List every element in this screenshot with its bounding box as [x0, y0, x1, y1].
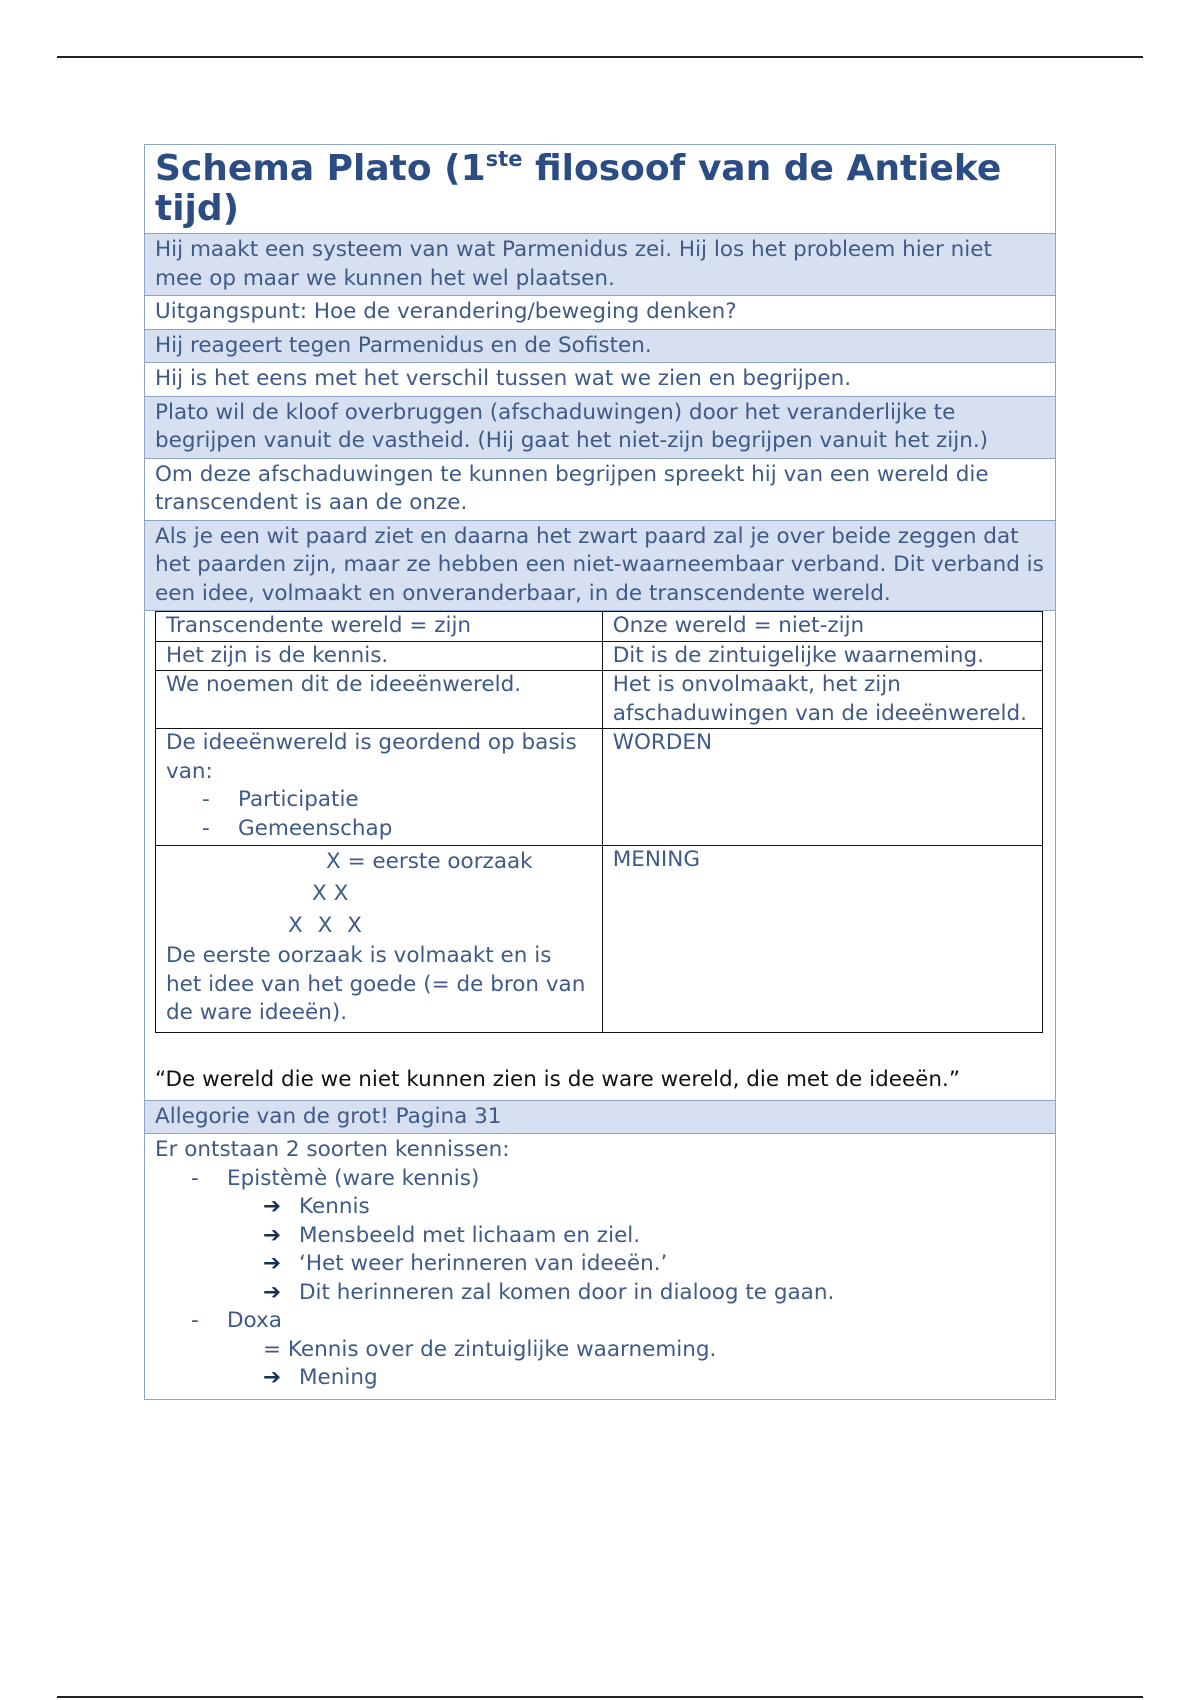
table-cell — [156, 729, 603, 846]
table-cell: Het is onvolmaakt, het zijn afschaduwingen van de ideeënwereld. — [602, 671, 1042, 729]
table-cell — [156, 846, 603, 1033]
table-cell: Het zijn is de kennis. — [156, 641, 603, 671]
ordening-text: De ideeënwereld is geordend op basis van: — [166, 730, 577, 784]
table-cell: MENING — [602, 846, 1042, 1033]
table-cell: We noemen dit de ideeënwereld. — [156, 671, 603, 729]
table-cell: Dit is de zintuigelijke waarneming. — [602, 641, 1042, 671]
worlds-table — [155, 611, 1043, 1033]
list-item: - Gemeenschap — [166, 815, 592, 844]
row-verschil: Hij is het eens met het verschil tussen wat we zien en begrijpen. — [145, 363, 1055, 397]
list-item: ➔ Mensbeeld met lichaam en ziel. — [191, 1222, 1045, 1251]
list-item: ➔ Dit herinneren zal komen door in dialoog te gaan. — [191, 1279, 1045, 1308]
row-allegorie: Allegorie van de grot! Pagina 31 — [145, 1101, 1055, 1135]
schema-frame — [144, 144, 1056, 1400]
table-wrap — [145, 611, 1055, 1045]
table-row — [156, 846, 1043, 1033]
kennis-intro: Er ontstaan 2 soorten kennissen: — [155, 1137, 510, 1162]
list-item: = Kennis over de zintuiglijke waarneming. — [263, 1336, 717, 1362]
pyramid-line-3: X X X — [288, 913, 362, 938]
row-paard: Als je een wit paard ziet en daarna het zwart paard zal je over beide zeggen dat het paarden zijn, maar ze hebben een niet-waarneembaar verband. Dit verband is een idee, volmaakt en onveranderbaar, in de transcendente wereld. — [145, 521, 1055, 612]
header-rule — [57, 56, 1143, 58]
pyramid-line-2: X X — [312, 881, 349, 906]
quote-text: “De wereld die we niet kunnen zien is de ware wereld, die met de ideeën.” — [155, 1066, 961, 1092]
row-table-and-quote — [145, 611, 1055, 1101]
table-cell: WORDEN — [602, 729, 1042, 846]
arrow-right-icon: ➔ — [263, 1222, 282, 1248]
arrow-right-icon: ➔ — [263, 1365, 282, 1390]
page-title: Schema Plato (1ste filosoof van de Antieke tijd) — [145, 145, 1055, 234]
row-systeem: Hij maakt een systeem van wat Parmenidus zei. Hij los het probleem hier niet mee op maar we kunnen het wel plaatsen. — [145, 234, 1055, 296]
row-kennissen — [145, 1134, 1055, 1399]
table-row — [156, 729, 1043, 846]
list-item: - Doxa — [191, 1308, 282, 1333]
list-item: - Participatie — [166, 786, 592, 815]
table-row — [156, 671, 1043, 729]
list-item: - Epistèmè (ware kennis) — [191, 1165, 480, 1191]
pyramid-line-1: X = eerste oorzaak — [326, 849, 533, 874]
table-cell: Transcendente wereld = zijn — [156, 612, 603, 642]
row-afschaduwingen: Om deze afschaduwingen te kunnen begrijpen spreekt hij van een wereld die transcendent is aan de onze. — [145, 459, 1055, 521]
list-item: ➔ ‘Het weer herinneren van ideeën.’ — [191, 1250, 1045, 1279]
arrow-right-icon: ➔ — [263, 1279, 282, 1305]
row-uitgangspunt: Uitgangspunt: Hoe de verandering/beweging denken? — [145, 296, 1055, 330]
row-kloof: Plato wil de kloof overbruggen (afschaduwingen) door het veranderlijke te begrijpen vanuit de vastheid. (Hij gaat het niet-zijn begrijpen vanuit het zijn.) — [145, 397, 1055, 459]
arrow-right-icon: ➔ — [263, 1251, 282, 1276]
footer-rule — [57, 1696, 1143, 1698]
list-item: ➔ Mening — [191, 1364, 1045, 1393]
kennis-list — [155, 1165, 1045, 1393]
arrow-right-icon: ➔ — [263, 1194, 282, 1219]
table-row — [156, 612, 1043, 642]
table-row — [156, 641, 1043, 671]
list-item: ➔ Kennis — [191, 1193, 1045, 1222]
table-cell: Onze wereld = niet-zijn — [602, 612, 1042, 642]
row-reageert: Hij reageert tegen Parmenidus en de Sofisten. — [145, 330, 1055, 364]
oorzaak-text: De eerste oorzaak is volmaakt en is het idee van het goede (= de bron van de ware ideeën). — [166, 943, 586, 1025]
